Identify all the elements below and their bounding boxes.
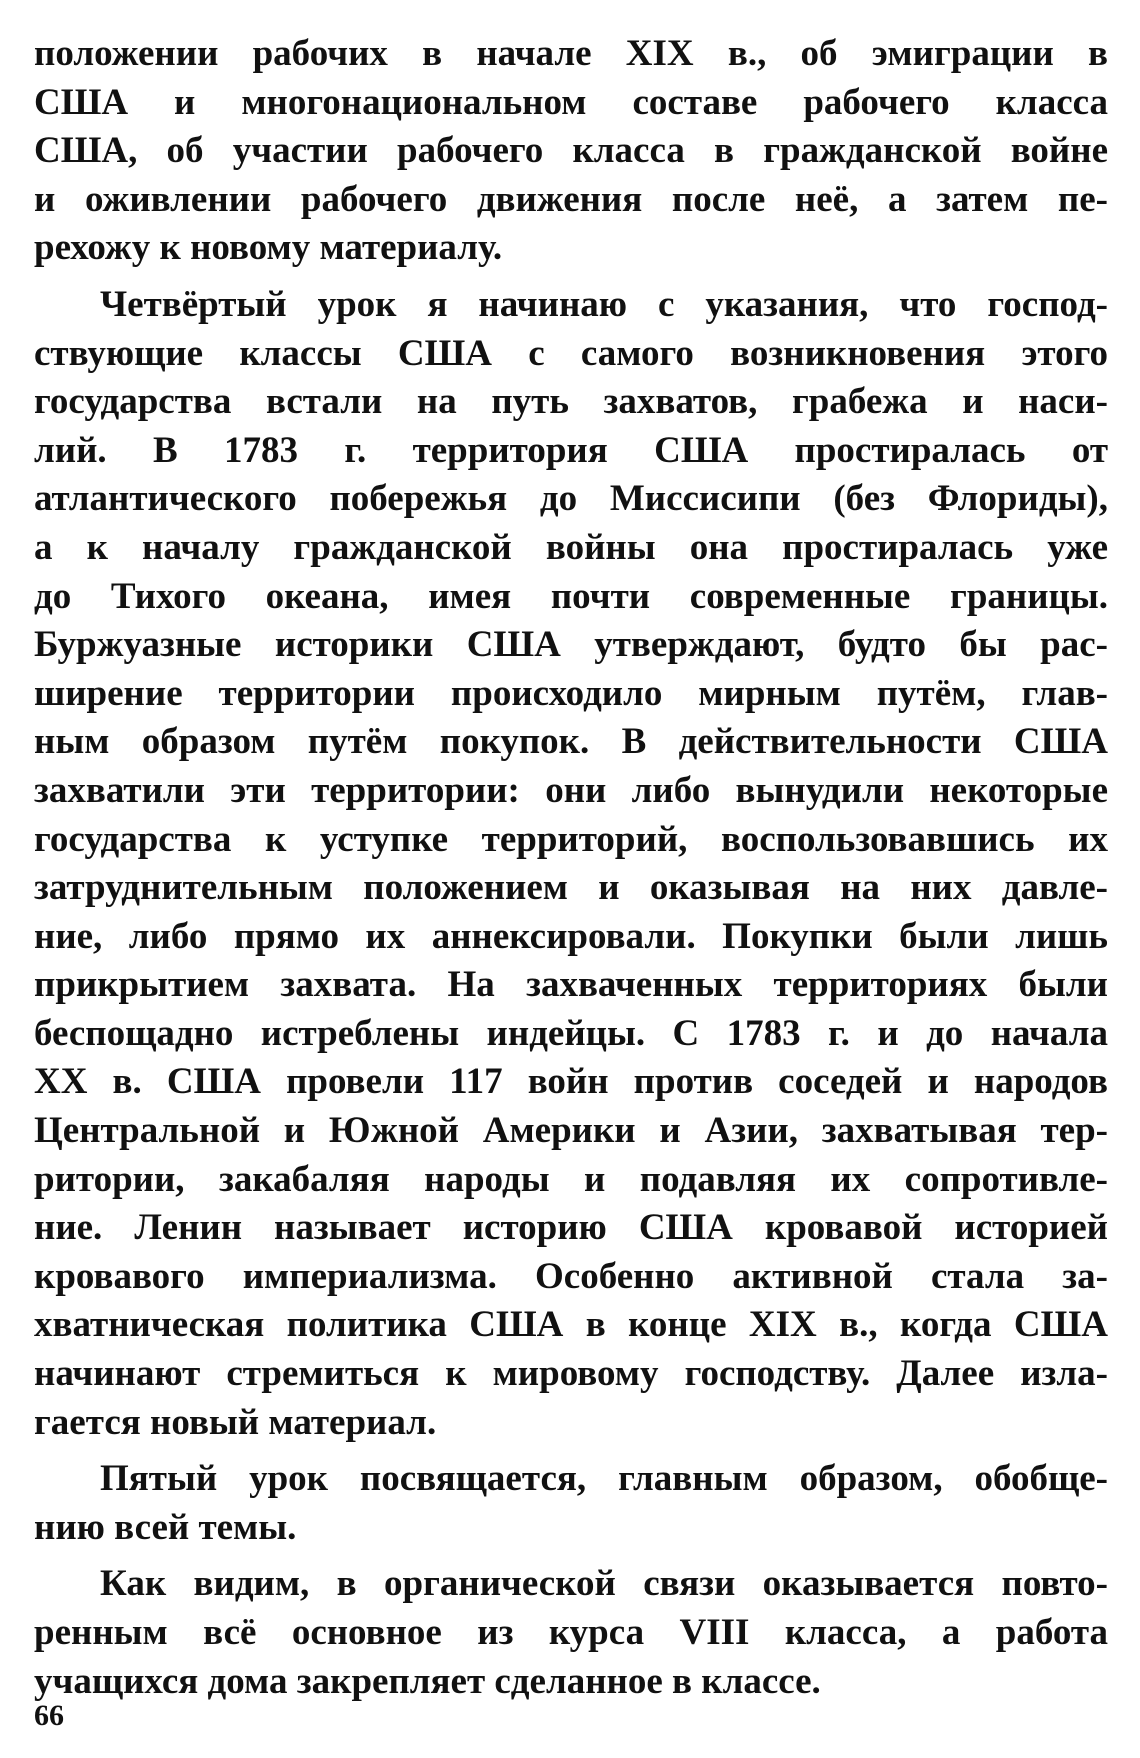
- text-line: Пятый урок посвящается, главным образом, обобще-: [100, 1458, 1108, 1500]
- text-line: XX в. США провели 117 войн против соседей и народов: [34, 1061, 1108, 1103]
- text-line: а к началу гражданской войны она простиралась уже: [34, 526, 1108, 568]
- text-line: затруднительным положением и оказывая на них давле-: [34, 867, 1108, 909]
- text-line: нию всей темы.: [34, 1506, 297, 1548]
- text-line: Четвёртый урок я начинаю с указания, что господ-: [100, 283, 1108, 325]
- text-line: захватили эти территории: они либо вынудили некоторые: [34, 769, 1108, 811]
- text-line: учащихся дома закрепляет сделанное в классе.: [34, 1660, 821, 1702]
- text-line: государства к уступке территорий, воспользовавшись их: [34, 818, 1108, 860]
- text-line: Центральной и Южной Америки и Азии, захватывая тер-: [34, 1110, 1108, 1152]
- text-line: атлантического побережья до Миссисипи (без Флориды),: [34, 478, 1108, 520]
- paragraph-1: [34, 30, 1108, 273]
- text-line: ритории, закабаляя народы и подавляя их сопротивле-: [34, 1158, 1108, 1200]
- text-line: беспощадно истреблены индейцы. С 1783 г. и до начала: [34, 1012, 1108, 1054]
- text-line: хватническая политика США в конце XIX в., когда США: [34, 1304, 1108, 1346]
- page-text: [34, 30, 1108, 1714]
- page-number: 66: [34, 1699, 64, 1732]
- paragraph-4: [34, 1560, 1108, 1706]
- text-line: ние. Ленин называет историю США кровавой историей: [34, 1207, 1108, 1249]
- text-line: рехожу к новому материалу.: [34, 227, 503, 269]
- text-line: прикрытием захвата. На захваченных территориях были: [34, 964, 1108, 1006]
- paragraph-3: [34, 1455, 1108, 1552]
- text-line: ствующие классы США с самого возникновения этого: [34, 332, 1108, 374]
- text-line: гается новый материал.: [34, 1401, 437, 1443]
- text-line: Как видим, в органической связи оказывается повто-: [100, 1563, 1108, 1605]
- text-line: ние, либо прямо их аннексировали. Покупки были лишь: [34, 915, 1108, 957]
- text-line: государства встали на путь захватов, грабежа и наси-: [34, 381, 1108, 423]
- text-line: лий. В 1783 г. территория США простиралась от: [34, 429, 1108, 471]
- text-line: ренным всё основное из курса VIII класса, а работа: [34, 1612, 1108, 1653]
- paragraph-2: [34, 281, 1108, 1447]
- text-line: кровавого империализма. Особенно активной стала за-: [34, 1255, 1108, 1297]
- text-line: ным образом путём покупок. В действительности США: [34, 721, 1108, 763]
- text-line: США и многонациональном составе рабочего класса: [34, 81, 1108, 123]
- text-line: положении рабочих в начале XIX в., об эмиграции в: [34, 33, 1108, 74]
- text-line: и оживлении рабочего движения после неё, а затем пе-: [34, 178, 1108, 220]
- text-line: Буржуазные историки США утверждают, будто бы рас-: [34, 624, 1108, 666]
- text-line: США, об участии рабочего класса в гражданской войне: [34, 130, 1108, 172]
- text-line: до Тихого океана, имея почти современные границы.: [34, 575, 1108, 617]
- text-line: ширение территории происходило мирным путём, глав-: [34, 672, 1108, 714]
- text-line: начинают стремиться к мировому господству. Далее изла-: [34, 1353, 1108, 1395]
